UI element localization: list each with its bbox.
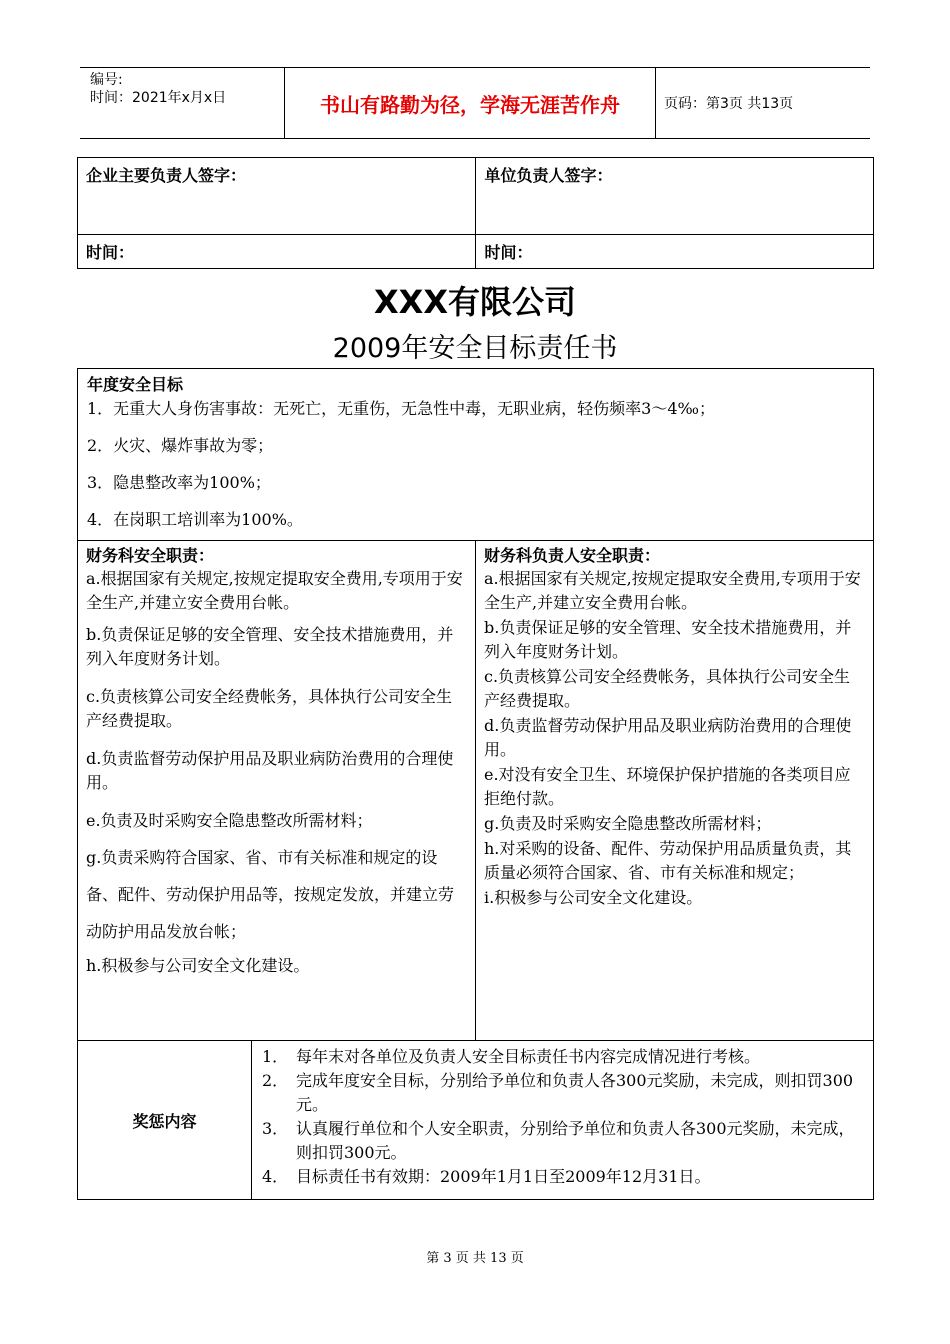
- page-footer: 第 3 页 共 13 页: [426, 1251, 524, 1266]
- reward-text: 每年末对各单位及负责人安全目标责任书内容完成情况进行考核。: [296, 1047, 761, 1066]
- unit-head-signature: 单位负责人签字：: [476, 158, 874, 235]
- reward-text: 认真履行单位和个人安全职责，分别给予单位和负责人各300元奖励，未完成，则扣罚300元。: [296, 1119, 855, 1162]
- duty-item: c.负责核算公司安全经费帐务，具体执行公司安全生产经费提取。: [86, 687, 453, 730]
- company-title: XXX有限公司: [373, 283, 577, 321]
- reward-number: 3．: [262, 1119, 289, 1138]
- duty-item: h.对采购的设备、配件、劳动保护用品质量负责，其质量必须符合国家、省、市有关标准和规定；: [484, 839, 852, 882]
- duty-item: a.根据国家有关规定,按规定提取安全费用,专项用于安全生产,并建立安全费用台帐。: [86, 569, 463, 612]
- duty-item: c.负责核算公司安全经费帐务，具体执行公司安全生产经费提取。: [484, 667, 851, 710]
- signature-table: [77, 157, 874, 269]
- finance-dept-heading: 财务科安全职责：: [86, 546, 215, 565]
- signature-time-right: 时间：: [476, 235, 874, 269]
- duty-item: g.负责及时采购安全隐患整改所需材料；: [484, 814, 772, 833]
- time-label: 时间：2021年x月x日: [90, 90, 227, 106]
- goal-item: 1．无重大人身伤害事故：无死亡，无重伤，无急性中毒，无职业病，轻伤频率3～4‰；: [87, 399, 716, 418]
- reward-number: 4．: [262, 1167, 289, 1186]
- duty-item: e.负责及时采购安全隐患整改所需材料；: [86, 811, 373, 830]
- responsibility-table: [77, 368, 874, 1200]
- reward-item: [260, 1117, 865, 1165]
- goal-item: 2．火灾、爆炸事故为零；: [87, 436, 274, 455]
- reward-number: 1．: [262, 1047, 289, 1066]
- reward-item: [260, 1165, 865, 1189]
- duty-item: i.积极参与公司安全文化建设。: [484, 888, 703, 907]
- annual-goals-cell: [78, 369, 874, 541]
- finance-head-duties: [476, 541, 874, 1041]
- reward-item: [260, 1069, 865, 1117]
- duty-item: a.根据国家有关规定,按规定提取安全费用,专项用于安全生产,并建立安全费用台帐。: [484, 569, 861, 612]
- reward-text: 目标责任书有效期：2009年1月1日至2009年12月31日。: [296, 1167, 711, 1186]
- duty-item: g.负责采购符合国家、省、市有关标准和规定的设备、配件、劳动保护用品等，按规定发放，并建立劳动防护用品发放台帐；: [86, 848, 455, 941]
- duty-item: e.对没有安全卫生、环境保护保护措施的各类项目应拒绝付款。: [484, 765, 851, 808]
- header-meta: [80, 68, 284, 138]
- header-page-info: 页码：第3页 共13页: [664, 96, 794, 112]
- reward-number: 2．: [262, 1071, 289, 1090]
- header-motto: 书山有路勤为径，学海无涯苦作舟: [284, 68, 656, 138]
- company-head-signature: 企业主要负责人签字：: [78, 158, 476, 235]
- rewards-content: [252, 1041, 874, 1200]
- finance-head-heading: 财务科负责人安全职责：: [484, 546, 661, 565]
- document-title: 2009年安全目标责任书: [332, 333, 618, 364]
- goal-item: 4．在岗职工培训率为100%。: [87, 510, 303, 529]
- reward-item: [260, 1045, 865, 1069]
- finance-dept-duties: [78, 541, 476, 1041]
- number-label: 编号:: [90, 72, 123, 88]
- signature-time-left: 时间：: [78, 235, 476, 269]
- goals-heading: 年度安全目标: [87, 375, 184, 394]
- goal-item: 3．隐患整改率为100%；: [87, 473, 271, 492]
- duty-item: b.负责保证足够的安全管理、安全技术措施费用，并列入年度财务计划。: [484, 618, 852, 661]
- duty-item: d.负责监督劳动保护用品及职业病防治费用的合理使用。: [484, 716, 852, 759]
- duty-item: d.负责监督劳动保护用品及职业病防治费用的合理使用。: [86, 749, 454, 792]
- duty-item: h.积极参与公司安全文化建设。: [86, 956, 310, 975]
- page-header: [80, 67, 870, 139]
- reward-text: 完成年度安全目标，分别给予单位和负责人各300元奖励，未完成，则扣罚300元。: [296, 1071, 854, 1114]
- duty-item: b.负责保证足够的安全管理、安全技术措施费用，并列入年度财务计划。: [86, 625, 454, 668]
- rewards-label: 奖惩内容: [78, 1041, 252, 1200]
